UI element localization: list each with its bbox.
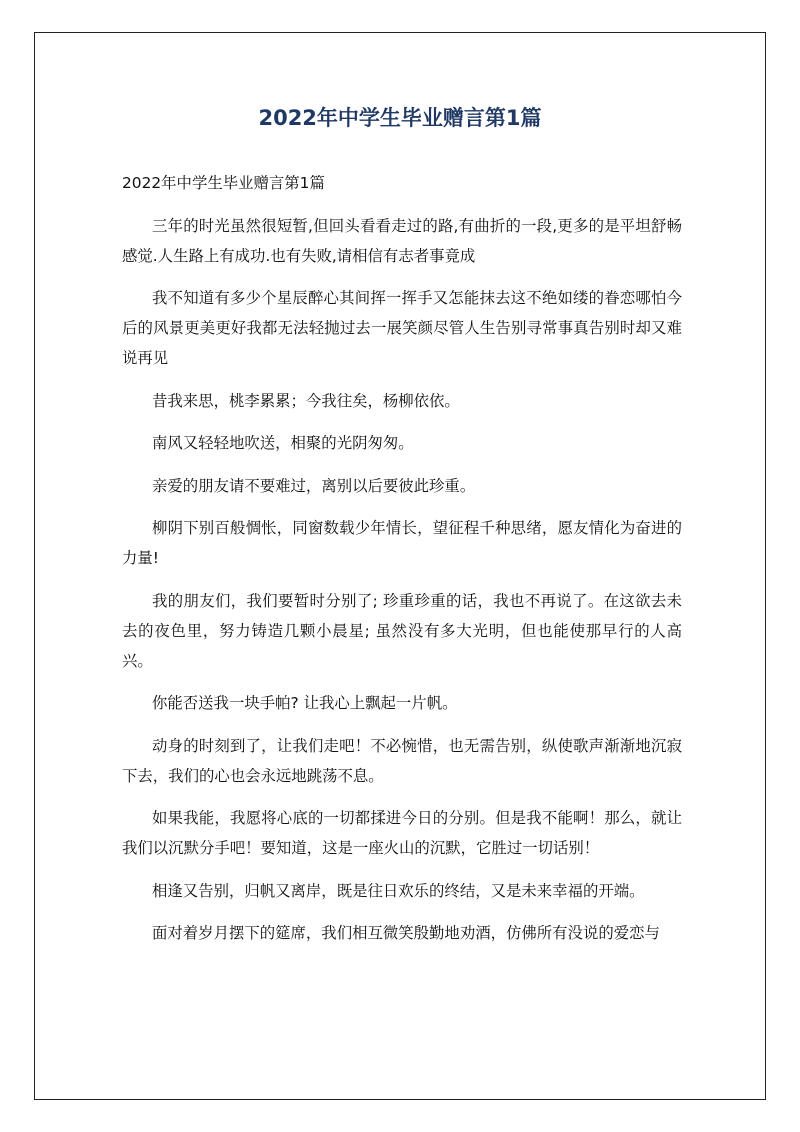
paragraph-9: 动身的时刻到了，让我们走吧！不必惋惜，也无需告别，纵使歌声渐渐地沉寂下去，我们的心也会永远地跳荡不息。 [122, 736, 682, 785]
paragraph-10: 如果我能，我愿将心底的一切都揉进今日的分别。但是我不能啊！那么，就让我们以沉默分手吧！要知道，这是一座火山的沉默，它胜过一切话别！ [122, 809, 682, 857]
paragraph-8: 你能否送我一块手帕? 让我心上飘起一片帆。 [152, 694, 458, 712]
paragraph-5: 亲爱的朋友请不要难过，离别以后要彼此珍重。 [152, 476, 476, 495]
paragraph-6: 柳阴下别百般惆怅，同窗数载少年情长，望征程千种思绪，愿友情化为奋进的力量! [122, 519, 682, 567]
paragraph-7: 我的朋友们，我们要暂时分别了; 珍重珍重的话，我也不再说了。在这欲去未去的夜色里，努力铸造几颗小晨星; 虽然没有多大光明，但也能使那早行的人高兴。 [122, 591, 682, 670]
document-title: 2022年中学生毕业赠言第1篇 [258, 106, 542, 130]
paragraph-12: 面对着岁月摆下的筵席，我们相互微笑殷勤地劝酒，仿佛所有没说的爱恋与 [152, 924, 660, 942]
paragraph-2: 我不知道有多少个星辰醉心其间挥一挥手又怎能抹去这不绝如缕的眷恋哪怕今后的风景更美更好我都无法轻抛过去一展笑颜尽管人生告别寻常事真告别时却又难说再见 [122, 289, 682, 367]
paragraph-4: 南风又轻轻地吹送，相聚的光阴匆匆。 [152, 434, 414, 452]
document-subtitle: 2022年中学生毕业赠言第1篇 [122, 174, 325, 192]
paragraph-11: 相逢又告别，归帆又离岸，既是往日欢乐的终结，又是未来幸福的开端。 [152, 881, 645, 900]
paragraph-1: 三年的时光虽然很短暂,但回头看看走过的路,有曲折的一段,更多的是平坦舒畅感觉.人生路上有成功.也有失败,请相信有志者事竟成 [122, 216, 682, 265]
paragraph-3: 昔我来思，桃李累累；今我往矣，杨柳依依。 [152, 391, 460, 410]
document-body [122, 168, 682, 961]
